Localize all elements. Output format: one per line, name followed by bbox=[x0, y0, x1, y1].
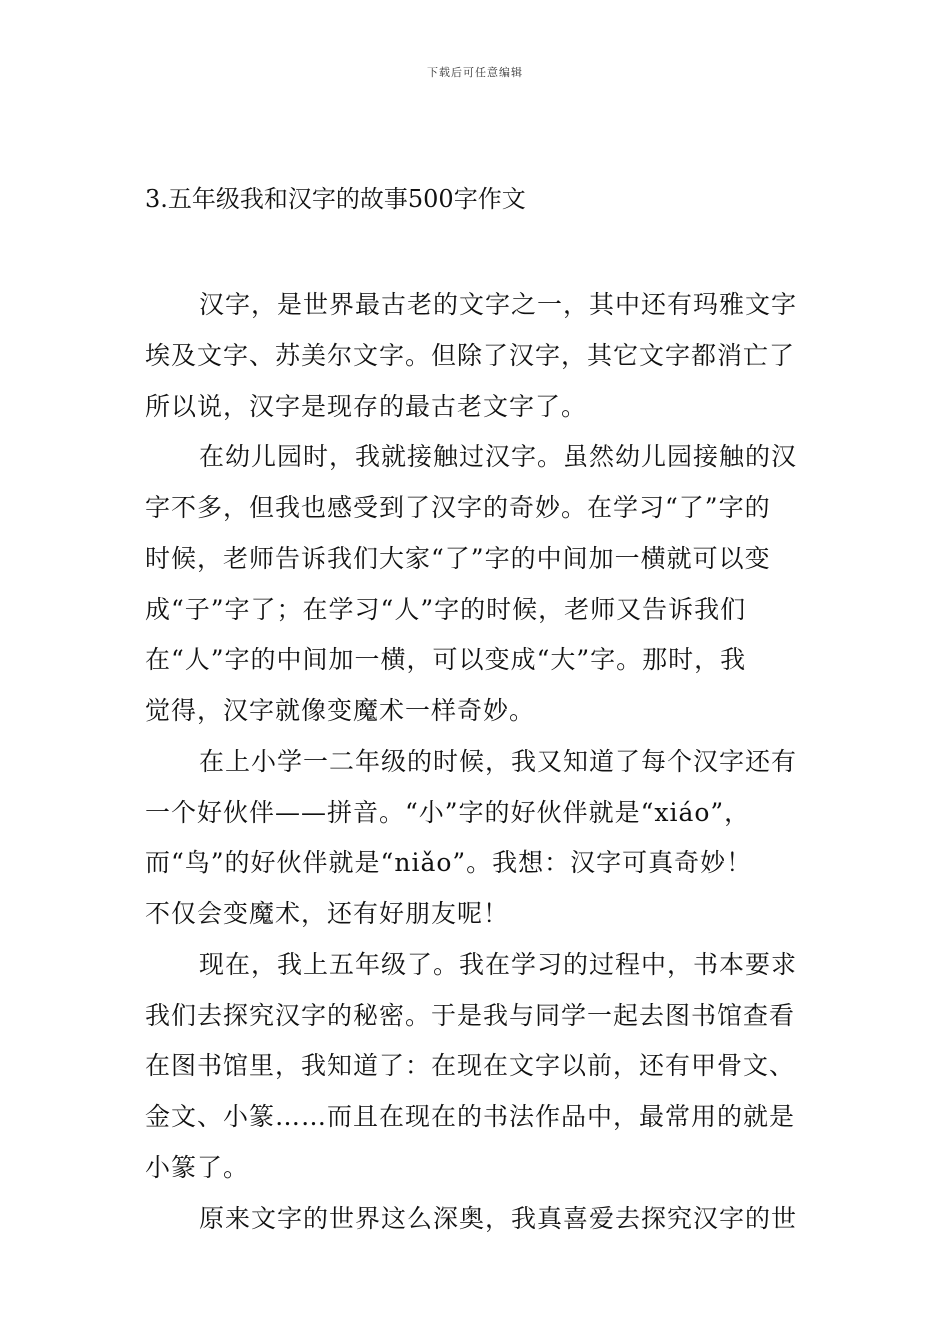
text-line: 现在，我上五年级了。我在学习的过程中，书本要求 bbox=[199, 949, 798, 979]
paragraph-1 bbox=[145, 280, 810, 432]
document-body bbox=[145, 280, 810, 1244]
paragraph-5 bbox=[145, 1194, 810, 1245]
text-line: 一个好伙伴——拼音。“小”字的好伙伴就是“xiáo”， bbox=[145, 797, 751, 827]
paragraph-4 bbox=[145, 940, 810, 1194]
text-line: 成“子”字了；在学习“人”字的时候，老师又告诉我们 bbox=[145, 594, 747, 624]
page-header: 下载后可任意编辑 bbox=[427, 66, 523, 79]
document-title: 3.五年级我和汉字的故事500字作文 bbox=[145, 185, 526, 213]
text-line: 埃及文字、苏美尔文字。但除了汉字，其它文字都消亡了 bbox=[145, 340, 796, 370]
text-line: 而“鸟”的好伙伴就是“niǎo”。我想：汉字可真奇妙！ bbox=[145, 848, 753, 878]
text-line: 汉字，是世界最古老的文字之一，其中还有玛雅文字 bbox=[199, 290, 798, 319]
text-line: 在上小学一二年级的时候，我又知道了每个汉字还有 bbox=[199, 746, 798, 776]
text-line: 时候，老师告诉我们大家“了”字的中间加一横就可以变 bbox=[145, 543, 771, 573]
text-line: 在图书馆里，我知道了：在现在文字以前，还有甲骨文、 bbox=[145, 1051, 796, 1081]
text-line: 在幼儿园时，我就接触过汉字。虽然幼儿园接触的汉 bbox=[199, 442, 798, 472]
text-line: 我们去探究汉字的秘密。于是我与同学一起去图书馆查看 bbox=[145, 1000, 796, 1030]
text-line: 觉得，汉字就像变魔术一样奇妙。 bbox=[145, 696, 536, 725]
text-line: 小篆了。 bbox=[145, 1152, 250, 1182]
text-line: 字不多，但我也感受到了汉字的奇妙。在学习“了”字的 bbox=[145, 493, 771, 522]
text-line: 所以说，汉字是现存的最古老文字了。 bbox=[145, 391, 588, 421]
paragraph-3 bbox=[145, 737, 810, 940]
text-line: 原来文字的世界这么深奥，我真喜爱去探究汉字的世 bbox=[199, 1203, 798, 1233]
text-line: 不仅会变魔术，还有好朋友呢！ bbox=[145, 899, 510, 928]
text-line: 在“人”字的中间加一横，可以变成“大”字。那时，我 bbox=[145, 645, 747, 675]
text-line: 金文、小篆……而且在现在的书法作品中，最常用的就是 bbox=[145, 1102, 796, 1131]
paragraph-2 bbox=[145, 432, 810, 737]
